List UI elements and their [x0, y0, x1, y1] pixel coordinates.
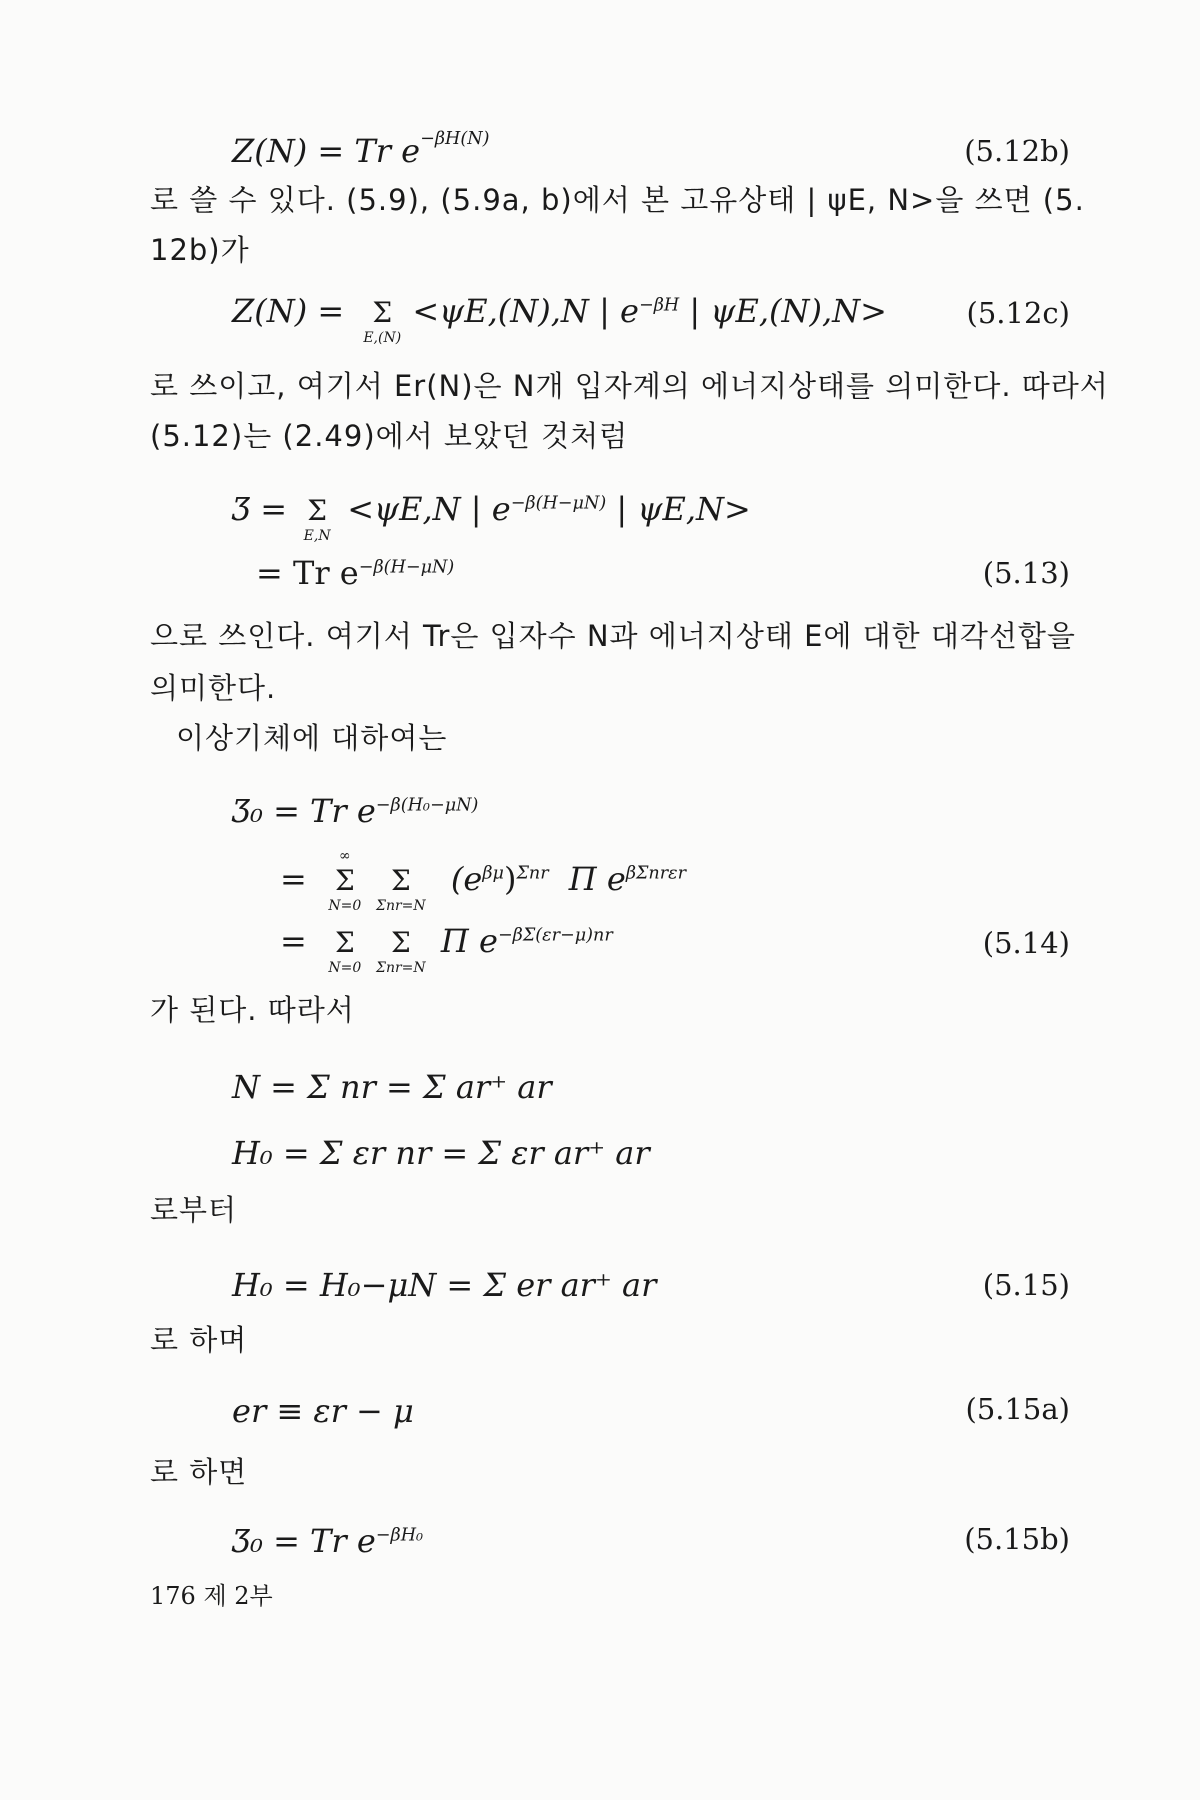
- eq-exponent: −βH: [638, 295, 680, 316]
- eq-text: Ʒ₀ = Tr e: [232, 1522, 376, 1560]
- equation-H0: H₀ = Σ εr nr = Σ εr ar⁺ ar: [232, 1134, 650, 1172]
- equation-number: (5.12b): [964, 134, 1070, 168]
- equation-N-operator: N = Σ nr = Σ ar⁺ ar: [232, 1068, 552, 1106]
- eq-text: Π e: [568, 860, 626, 898]
- sum-symbol: Σ ∞ N=0: [328, 848, 362, 914]
- sum-symbol: Σ E,N: [303, 494, 331, 544]
- eq-exponent: −βΣ(εr−μ)nr: [497, 925, 613, 946]
- paragraph-line: 로 하면: [150, 1455, 248, 1489]
- eq-text: Z(N) =: [232, 292, 345, 330]
- eq-exponent: βΣnrεr: [625, 863, 687, 884]
- equation-number: (5.13): [982, 556, 1070, 590]
- sum-symbol: Σ Σnr=N: [376, 926, 426, 976]
- paragraph-line: 로 쓰이고, 여기서 Er(N)은 N개 입자계의 에너지상태를 의미한다. 따라서: [150, 369, 1109, 403]
- eq-exponent: Σnr: [516, 863, 549, 884]
- eq-text: = Tr e: [256, 554, 359, 592]
- eq-exponent: −β(H−μN): [510, 493, 607, 514]
- eq-text: (e: [450, 860, 483, 898]
- equation-5-13-line2: [256, 554, 454, 592]
- eq-text: Ʒ₀ = Tr e: [232, 792, 376, 830]
- eq-text: ): [503, 860, 517, 898]
- equation-number: (5.14): [982, 926, 1070, 960]
- eq-text: | ψE,N>: [616, 490, 751, 528]
- eq-exponent: −β(H−μN): [358, 557, 455, 578]
- sum-symbol: Σ N=0: [328, 926, 362, 976]
- eq-text: <ψE,(N),N | e: [412, 292, 639, 330]
- equation-5-15b: [232, 1522, 423, 1560]
- eq-text: | ψE,(N),N>: [689, 292, 887, 330]
- sum-limit: Σnr=N: [376, 960, 426, 976]
- equation-5-14-line3: = Σ N=0 Σ Σnr=N Π $e^{-\beta\Sigma(\varepsilon r-\mu)nr}$: [280, 922, 613, 976]
- sum-limit: N=0: [328, 960, 362, 976]
- eq-exponent: βμ: [482, 863, 504, 884]
- paragraph-line: 으로 쓰인다. 여기서 Tr은 입자수 N과 에너지상태 E에 대한 대각선합을: [150, 619, 1076, 653]
- equation-number: (5.15a): [965, 1392, 1070, 1426]
- sum-symbol: Σ Σnr=N: [376, 864, 426, 914]
- sum-limit: E,N: [303, 528, 331, 544]
- equation-number: (5.12c): [966, 296, 1070, 330]
- paragraph-line: 로 하며: [150, 1323, 248, 1357]
- paragraph-line: 로부터: [150, 1193, 238, 1227]
- equation-5-14-line1: [232, 792, 478, 830]
- equation-5-12b: [232, 129, 490, 170]
- equation-5-12c: [232, 292, 887, 346]
- sum-limit: Σnr=N: [376, 898, 426, 914]
- eq-text: Ʒ =: [232, 490, 288, 528]
- eq-exponent: −β(H₀−μN): [375, 795, 479, 816]
- equation-5-15: H₀ = H₀−μN = Σ er ar⁺ ar: [232, 1266, 657, 1304]
- paragraph-line: 로 쓸 수 있다. (5.9), (5.9a, b)에서 본 고유상태 | ψE, N>을 쓰면 (5.: [150, 183, 1085, 217]
- paragraph-line: 의미한다.: [150, 671, 277, 705]
- paragraph-line: (5.12)는 (2.49)에서 보았던 것처럼: [150, 419, 629, 453]
- paragraph-line: 가 된다. 따라서: [150, 993, 355, 1027]
- equation-number: (5.15): [982, 1268, 1070, 1302]
- eq-exponent: −βH(N): [420, 129, 490, 150]
- equation-5-14-line2: = Σ ∞ N=0 Σ Σnr=N $(e^{\beta\mu})^{\Sigma nr}$ Π $e^{\beta\Sigma nr\varepsilon r}$: [280, 848, 687, 914]
- eq-exponent: −βH₀: [375, 1525, 424, 1546]
- sum-symbol: Σ E,(N): [363, 296, 402, 346]
- sum-limit: E,(N): [363, 330, 402, 346]
- equation-5-15a: er ≡ εr − μ: [232, 1392, 414, 1430]
- equation-5-13-line1: [232, 490, 751, 544]
- page-footer: 176 제 2부: [150, 1582, 273, 1610]
- equation-number: (5.15b): [964, 1522, 1070, 1556]
- paragraph-line: 이상기체에 대하여는: [176, 721, 448, 755]
- sum-upper-limit: ∞: [339, 848, 351, 864]
- sum-limit: N=0: [328, 898, 362, 914]
- eq-text: Π e: [440, 922, 498, 960]
- eq-text: <ψE,N | e: [347, 490, 511, 528]
- paragraph-line: 12b)가: [150, 233, 250, 267]
- eq-text: Z(N) = Tr e: [232, 132, 421, 170]
